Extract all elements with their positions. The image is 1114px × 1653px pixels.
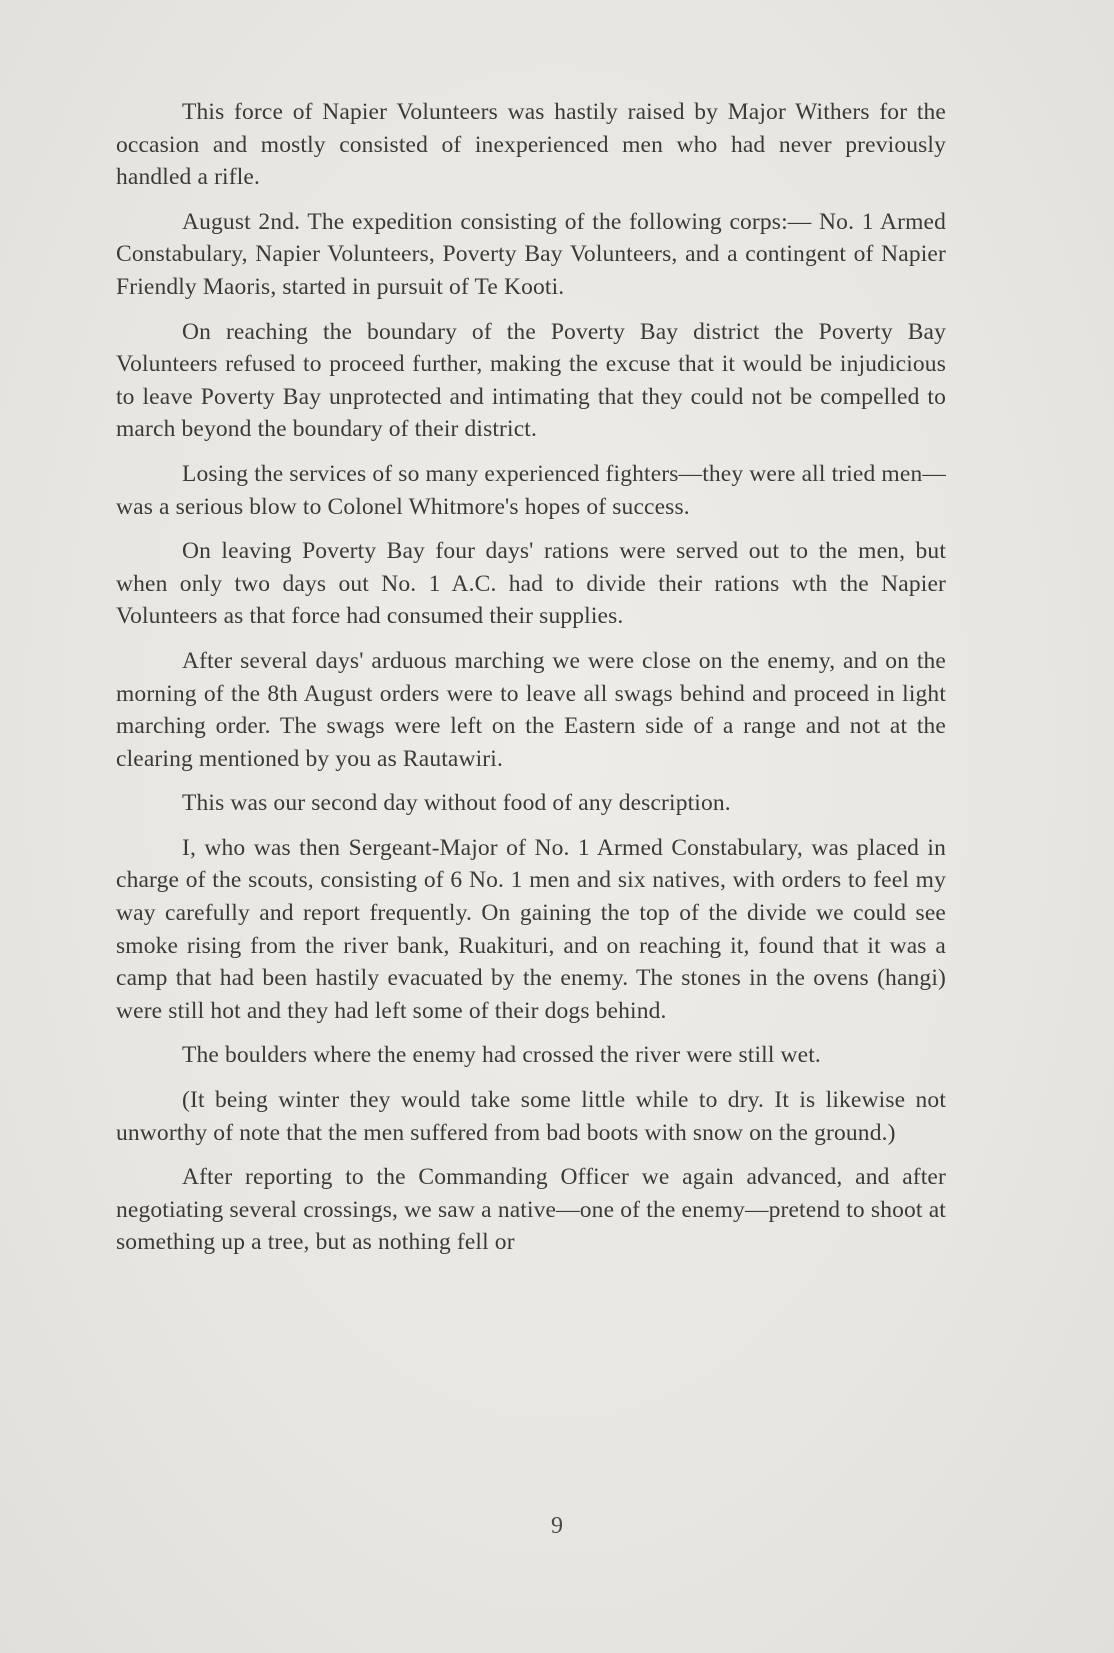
page-number: 9 bbox=[551, 1513, 563, 1539]
paragraph-3: On reaching the boundary of the Poverty Bay district the Poverty Bay Volunteers refused to proceed further, making the excuse that it would be injudicious to leave Poverty Bay unprotected and intimating that they could not be compelled to march beyond the boundary of their district. bbox=[116, 318, 946, 443]
paragraph-7: This was our second day without food of any description. bbox=[182, 790, 731, 817]
paragraph-5: On leaving Poverty Bay four days' rations were served out to the men, but when only two days out No. 1 A.C. had to divide their rations wth the Napier Volunteers as that force had consumed their supplies. bbox=[116, 538, 946, 630]
body-text bbox=[116, 96, 946, 1271]
paragraph-6: After several days' arduous marching we were close on the enemy, and on the morning of the 8th August orders were to leave all swags behind and proceed in light marching order. The swags were left on the Eastern side of a range and not at the clearing mentioned by you as Rautawiri. bbox=[116, 647, 946, 772]
paragraph-2: August 2nd. The expedition consisting of the following corps:— No. 1 Armed Constabulary, Napier Volunteers, Poverty Bay Volunteers, and a contingent of Napier Friendly Maoris, started in pursuit of Te Kooti. bbox=[116, 208, 946, 300]
paragraph-9: The boulders where the enemy had crossed the river were still wet. bbox=[182, 1042, 821, 1069]
paragraph-4: Losing the services of so many experienced fighters—they were all tried men—was a serious blow to Colonel Whitmore's hopes of success. bbox=[116, 460, 946, 520]
paragraph-10: (It being winter they would take some little while to dry. It is likewise not unworthy of note that the men suffered from bad boots with snow on the ground.) bbox=[116, 1087, 946, 1146]
paragraph-8: I, who was then Sergeant-Major of No. 1 Armed Constabulary, was placed in charge of the scouts, consisting of 6 No. 1 men and six natives, with orders to feel my way carefully and report frequently. On gaining the top of the divide we could see smoke rising from the river bank, Ruakituri, and on reaching it, found that it was a camp that had been hastily evacuated by the enemy. The stones in the ovens (hangi) were still hot and they had left some of their dogs behind. bbox=[116, 834, 946, 1024]
paragraph-1: This force of Napier Volunteers was hastily raised by Major Withers for the occasion and mostly consisted of inexperienced men who had never previously handled a rifle. bbox=[116, 99, 946, 191]
paragraph-11: After reporting to the Commanding Officer we again advanced, and after negotiating several crossings, we saw a native—one of the enemy—pretend to shoot at something up a tree, but as nothing fell or bbox=[116, 1164, 946, 1256]
